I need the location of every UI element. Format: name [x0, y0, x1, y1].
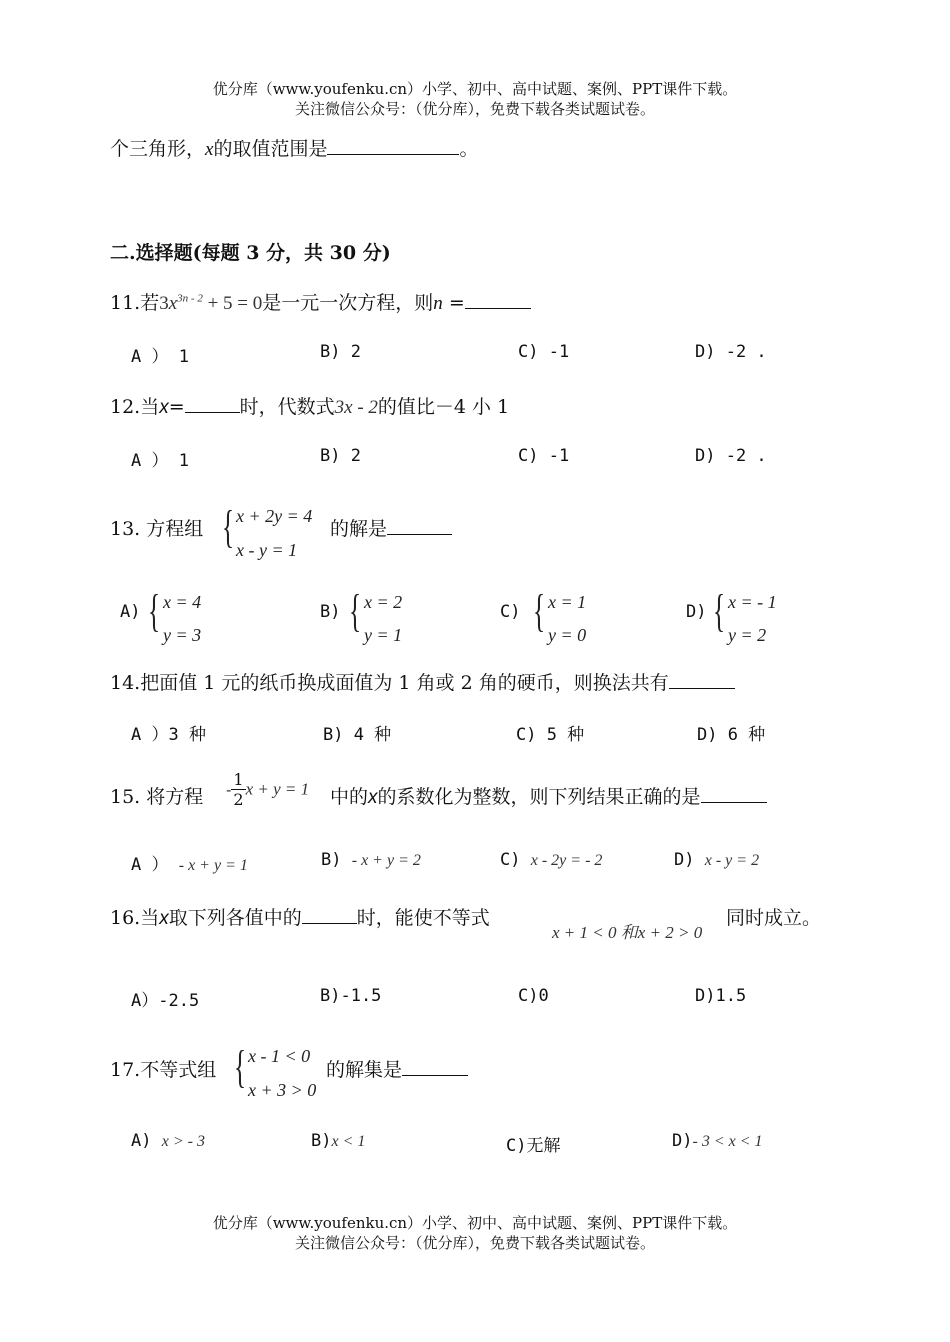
footer-line-2: 关注微信公众号：（优分库），免费下载各类试题试卷。 [294, 1234, 655, 1252]
q17-option-a[interactable]: A) x > - 3 [131, 1131, 205, 1151]
q14-option-a[interactable]: A ）3 种 [131, 725, 206, 745]
q15-option-c[interactable]: C) x - 2y = - 2 [500, 850, 603, 870]
q15-option-b[interactable]: B) - x + y = 2 [321, 850, 421, 870]
q11-num: 11.若 [110, 292, 160, 314]
q11-expr-var: x [168, 293, 178, 314]
q13-eq1: x + 2y = 4 [236, 506, 313, 526]
header-line-1: 优分库（www.youfenku.cn）小学、初中、高中试题、案例、PPT课件下载。 [212, 80, 738, 98]
carryover-var: x [205, 139, 214, 160]
q17-post: 的解集是 [326, 1055, 468, 1082]
q13-option-d-y: y = 2 [728, 625, 767, 645]
answer-blank[interactable] [669, 670, 735, 689]
q11-expr-sup: 3n - 2 [177, 292, 203, 305]
q12-option-b[interactable]: B) 2 [320, 446, 361, 466]
q15-expr-post: x + y = 1 [245, 779, 310, 799]
q17-brace: { [234, 1041, 247, 1092]
q15-expr [226, 770, 309, 809]
q12-post: 的值比－4 小 1 [377, 396, 510, 418]
q13-option-b-brace: { [349, 585, 362, 636]
q15-option-d[interactable]: D) x - y = 2 [674, 850, 760, 870]
answer-blank[interactable] [185, 394, 240, 413]
answer-blank[interactable] [302, 905, 357, 924]
q16-option-a[interactable]: A）-2.5 [131, 991, 200, 1011]
q11-expr-pre: 3 [159, 293, 169, 314]
q17-eq1: x - 1 < 0 [248, 1046, 311, 1066]
question-12 [110, 392, 509, 419]
q15-minus: - [226, 780, 232, 799]
q14-option-d[interactable]: D) 6 种 [697, 725, 766, 745]
q11-n: n [433, 293, 443, 314]
q13-option-b-label[interactable]: B) [320, 602, 341, 622]
q14-option-c[interactable]: C) 5 种 [516, 725, 585, 745]
answer-blank[interactable] [701, 784, 767, 803]
question-14 [110, 668, 735, 695]
q15-pre: 15. 将方程 [110, 786, 204, 808]
q11-mid: 是一元一次方程，则 [262, 292, 434, 314]
q13-option-a-y: y = 3 [163, 625, 202, 645]
q13-eq2: x - y = 1 [236, 540, 298, 560]
q13-post: 的解是 [330, 514, 452, 541]
q17-option-c[interactable]: C)无解 [506, 1136, 561, 1156]
q15-option-a[interactable]: A ） - x + y = 1 [131, 855, 248, 875]
q15-fraction: $\frac{1}{2}$ [233, 770, 244, 809]
q12-pre: 12.当 [110, 396, 160, 418]
q17-pre: 17.不等式组 [110, 1059, 217, 1081]
q14-text: 14.把面值 1 元的纸币换成面值为 1 角或 2 角的硬币，则换法共有 [110, 672, 669, 694]
q16-option-c[interactable]: C)0 [518, 986, 549, 1006]
carryover-pre: 个三角形， [110, 138, 206, 160]
q13-option-d-label[interactable]: D) [686, 602, 707, 622]
q16-inequality: x + 1 < 0 和x + 2 > 0 [552, 923, 703, 942]
q17-option-d[interactable]: D)- 3 < x < 1 [672, 1131, 763, 1151]
q11-option-d[interactable]: D) -2 . [695, 342, 767, 362]
answer-blank[interactable] [402, 1057, 468, 1076]
q12-mid: 时，代数式 [239, 396, 335, 418]
q13-option-c-y: y = 0 [548, 625, 587, 645]
q13-option-c-brace: { [533, 585, 546, 636]
q15-rest: 中的x的系数化为整数，则下列结果正确的是 [330, 782, 767, 809]
carryover-post: 的取值范围是 [213, 138, 328, 160]
q12-option-d[interactable]: D) -2 . [695, 446, 767, 466]
q12-expr: 3x - 2 [334, 397, 378, 418]
q13-option-c-label[interactable]: C) [500, 602, 521, 622]
question-11 [110, 288, 531, 315]
q16-option-b[interactable]: B)-1.5 [320, 986, 382, 1006]
answer-blank[interactable] [387, 516, 452, 535]
q13-pre: 13. 方程组 [110, 518, 204, 540]
carryover-line [110, 134, 478, 161]
q13-option-b-y: y = 1 [364, 625, 403, 645]
q13-option-a-x: x = 4 [163, 592, 202, 612]
q13-option-d-brace: { [713, 585, 726, 636]
q13-option-b-x: x = 2 [364, 592, 403, 612]
q17-option-b[interactable]: B)x < 1 [311, 1131, 366, 1151]
q17-eq2: x + 3 > 0 [248, 1080, 317, 1100]
q16-option-d[interactable]: D)1.5 [695, 986, 747, 1006]
answer-blank[interactable] [327, 136, 459, 155]
q13-option-d-x: x = - 1 [728, 592, 777, 612]
footer-line-1: 优分库（www.youfenku.cn）小学、初中、高中试题、案例、PPT课件下载。 [212, 1214, 738, 1232]
q16-post: 同时成立。 [726, 907, 822, 929]
answer-blank[interactable] [465, 290, 531, 309]
q11-option-c[interactable]: C) -1 [518, 342, 570, 362]
q11-eq: = [442, 292, 465, 314]
q11-option-b[interactable]: B) 2 [320, 342, 361, 362]
q14-option-b[interactable]: B) 4 种 [323, 725, 392, 745]
header-line-2: 关注微信公众号：（优分库），免费下载各类试题试卷。 [294, 100, 655, 118]
q11-expr-post: + 5 = 0 [202, 293, 263, 314]
q12-var: x [159, 397, 169, 418]
q12-eq: = [168, 396, 185, 418]
question-16: 16.当x取下列各值中的 时，能使不等式 [110, 907, 490, 929]
q12-option-a[interactable]: A ） 1 [131, 451, 189, 471]
section-title: 二.选择题(每题 3 分，共 30 分) [110, 242, 391, 264]
q13-option-a-label[interactable]: A) [120, 602, 141, 622]
q13-option-a-brace: { [148, 585, 161, 636]
q11-option-a[interactable]: A ） 1 [131, 347, 189, 367]
carryover-end: 。 [459, 138, 479, 160]
q13-brace: { [222, 501, 235, 552]
q13-option-c-x: x = 1 [548, 592, 587, 612]
q12-option-c[interactable]: C) -1 [518, 446, 570, 466]
